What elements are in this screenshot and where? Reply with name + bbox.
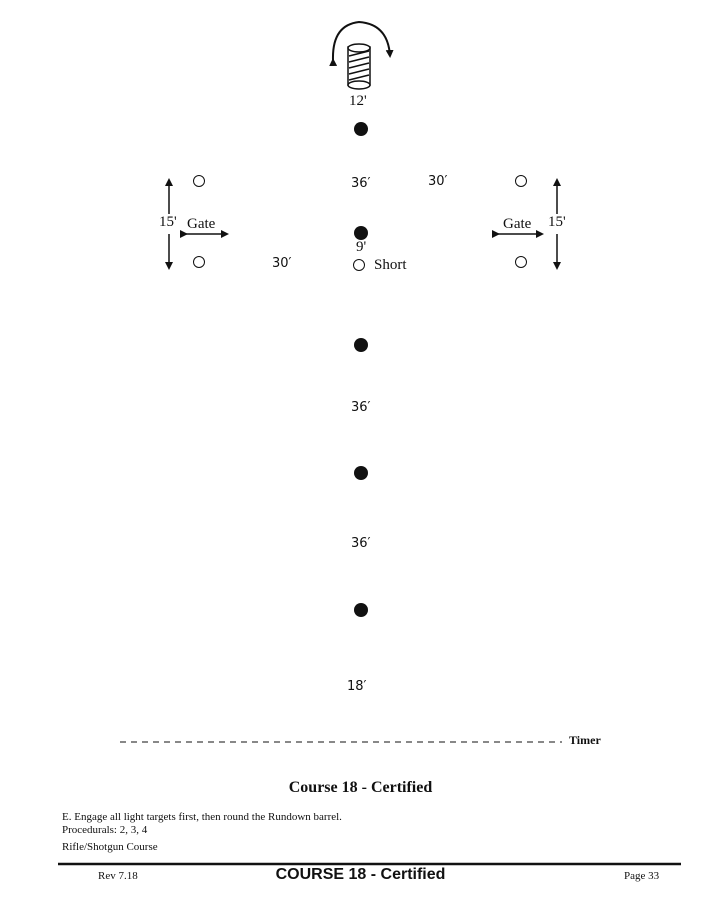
procedurals-line: Procedurals: 2, 3, 4 bbox=[62, 824, 148, 836]
left-gate-width: 15' bbox=[159, 214, 177, 230]
timer-label: Timer bbox=[569, 733, 601, 747]
distance-label: 36′ bbox=[351, 536, 371, 551]
distance-label: 18′ bbox=[347, 679, 367, 694]
barrel-icon bbox=[348, 44, 370, 89]
distance-label: 30′ bbox=[428, 174, 448, 189]
dark-target bbox=[354, 466, 368, 480]
distance-label: 30′ bbox=[272, 256, 292, 271]
footer-title: COURSE 18 - Certified bbox=[275, 866, 446, 883]
instruction-line: E. Engage all light targets first, then round the Rundown barrel. bbox=[62, 811, 342, 823]
right-gate-light-target bbox=[515, 256, 527, 268]
course-title: Course 18 - Certified bbox=[288, 779, 433, 796]
left-gate-light-target bbox=[193, 175, 205, 187]
distance-label: 36′ bbox=[351, 400, 371, 415]
footer-rev: Rev 7.18 bbox=[98, 870, 138, 882]
light-target-short bbox=[353, 259, 365, 271]
short-label: Short bbox=[374, 257, 407, 273]
distance-label: 9' bbox=[356, 239, 367, 255]
left-gate-light-target bbox=[193, 256, 205, 268]
footer-page: Page 33 bbox=[624, 870, 660, 882]
right-gate-width: 15' bbox=[548, 214, 566, 230]
dark-target bbox=[354, 603, 368, 617]
distance-label: 36′ bbox=[351, 176, 371, 191]
left-gate-label: Gate bbox=[187, 216, 216, 232]
barrel-distance-label: 12' bbox=[349, 93, 367, 109]
course-type-line: Rifle/Shotgun Course bbox=[62, 841, 158, 853]
right-gate-label: Gate bbox=[503, 216, 532, 232]
dark-target bbox=[354, 226, 368, 240]
dark-target bbox=[354, 338, 368, 352]
right-gate-light-target bbox=[515, 175, 527, 187]
dark-target bbox=[354, 122, 368, 136]
